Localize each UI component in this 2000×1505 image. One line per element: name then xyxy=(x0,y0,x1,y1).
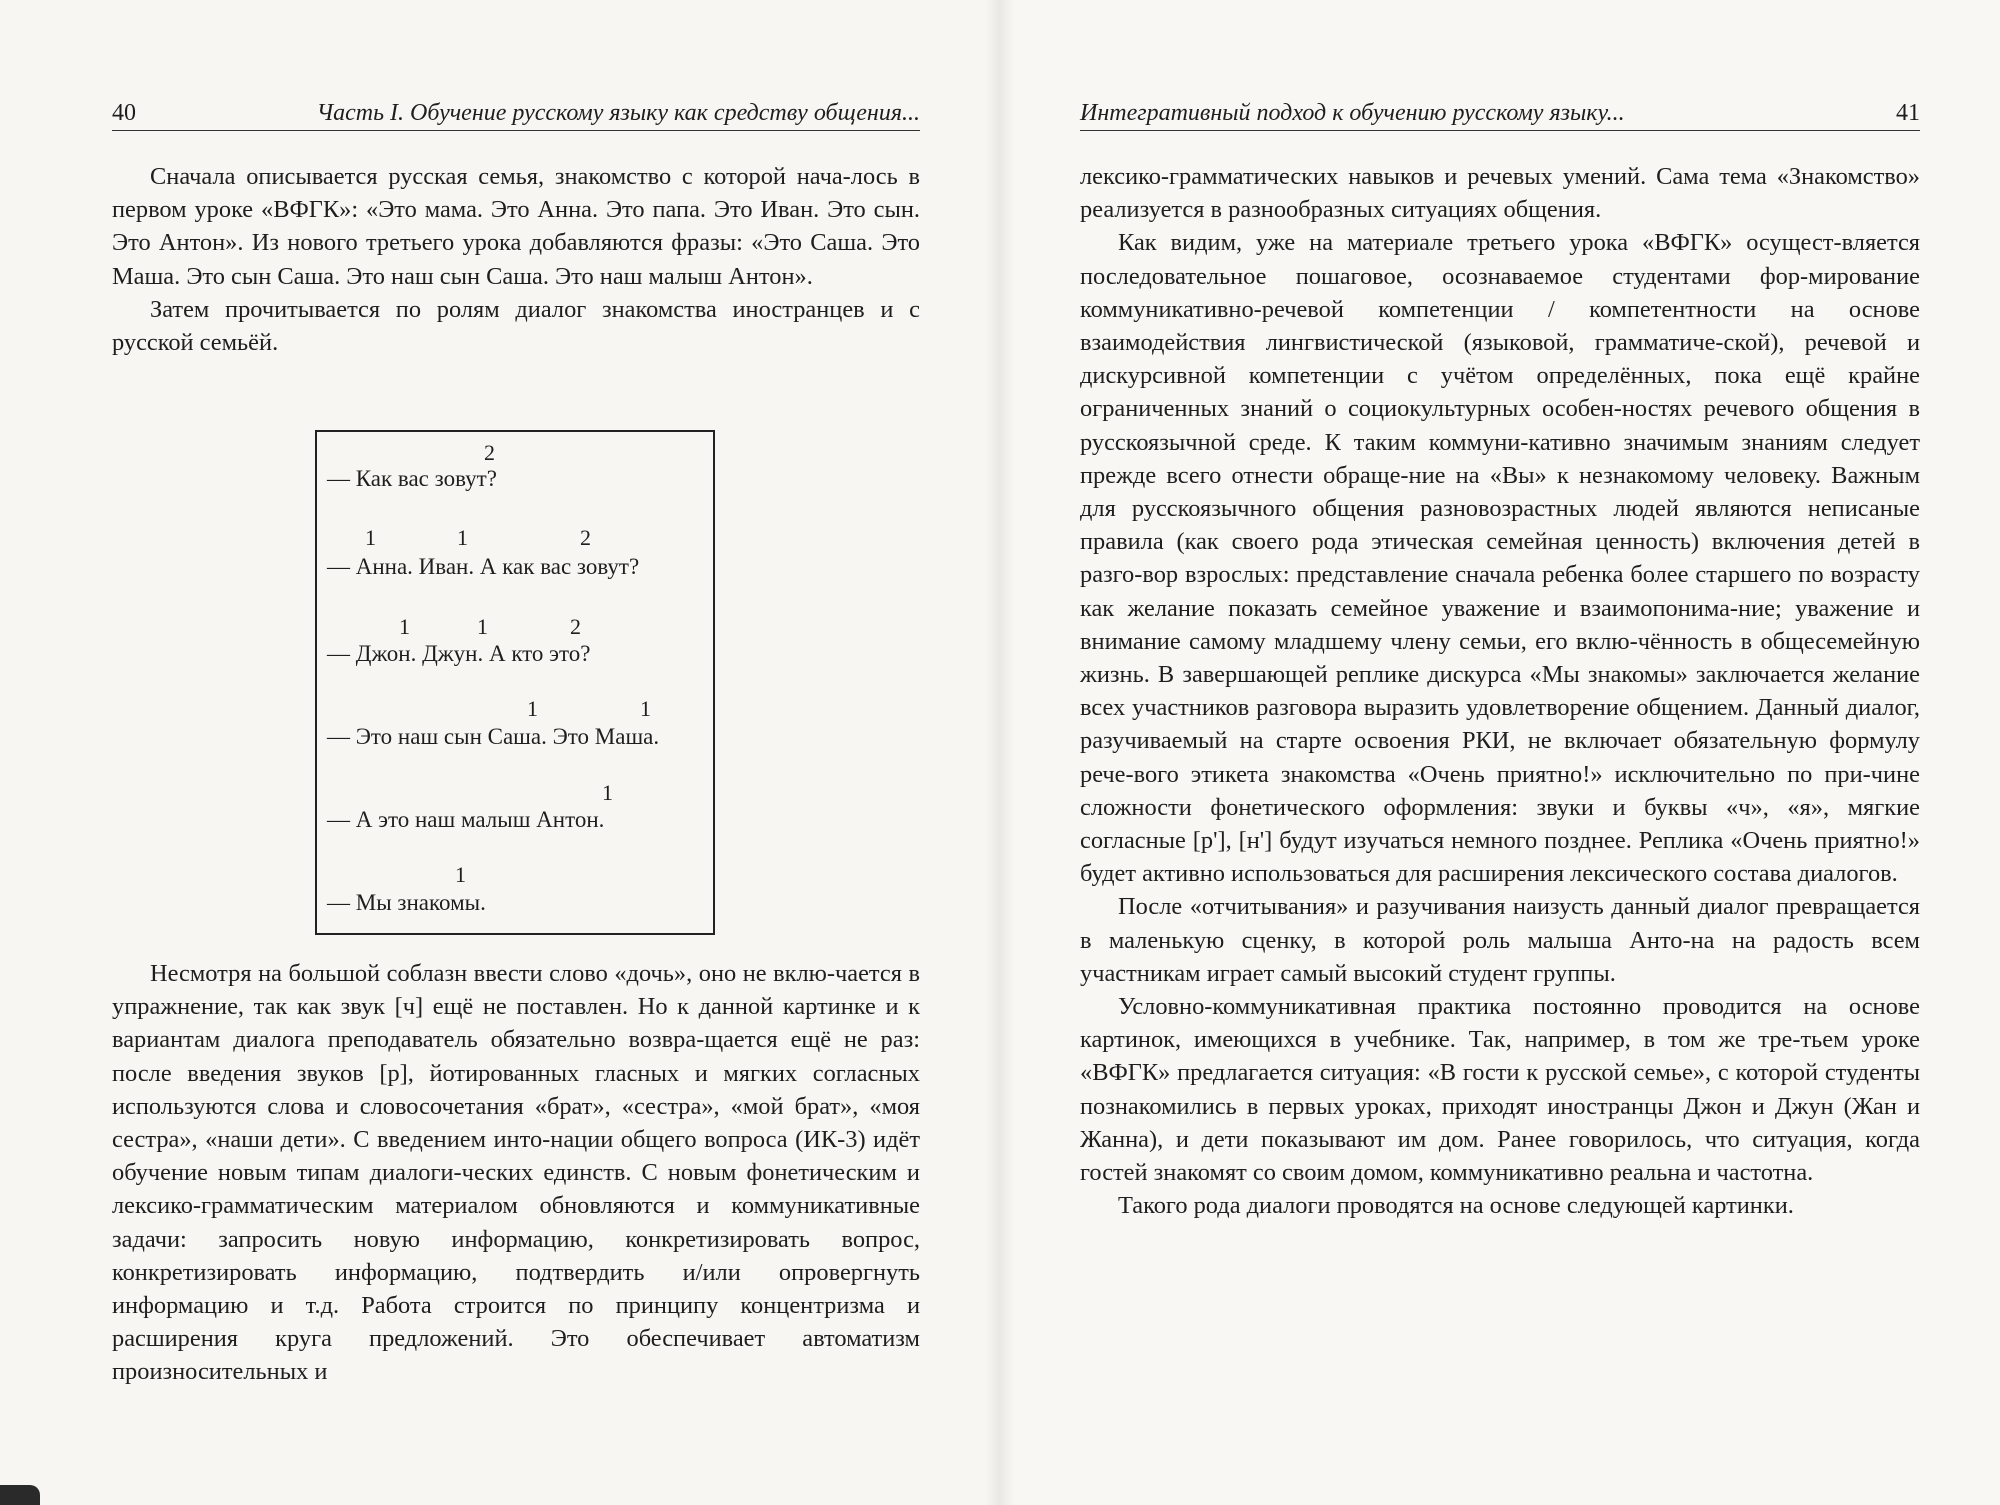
paragraph: После «отчитывания» и разучивания наизусть данный диалог превращается в маленькую сценку, в которой роль малыша Анто-на на радость всем участникам играет самый высокий студент группы. xyxy=(1080,893,1920,987)
dialog-line: — Анна. Иван. А как вас зовут? xyxy=(327,554,640,579)
paragraph: Несмотря на большой соблазн ввести слово «дочь», оно не вклю-чается в упражнение, так как звук [ч] ещё не поставлен. Но к данной картинке и к вариантам диалога преподаватель обязательно возвра-щается ещё не раз: после введения звуков [р], йотированных гласных и мягких согласных используются слова и словосочетания «брат», «сестра», «мой брат», «моя сестра», «наши дети». С введением инто-нации общего вопроса (ИК-3) идёт обучение новым типам диалоги-ческих единств. С новым фонетическим и лексико-грамматическим материалом обновляются и коммуникативные задачи: запросить новую информацию, конкретизировать вопрос, конкретизировать информацию, подтвердить и/или опровергнуть информацию и т.д. Работа строится по принципу концентризма и расширения круга предложений. Это обеспечивает автоматизм произносительных и xyxy=(112,960,920,1386)
continuation-paragraph: лексико-грамматических навыков и речевых умений. Сама тема «Знакомство» реализуется в разнообразных ситуациях общения. xyxy=(1080,163,1920,224)
paragraph: Затем прочитывается по ролям диалог знакомства иностранцев и с русской семьёй. xyxy=(112,295,920,357)
dialog-line: — Джон. Джун. А кто это? xyxy=(327,641,591,666)
intonation-mark: 2 xyxy=(580,525,591,550)
intonation-mark: 1 xyxy=(527,696,538,721)
left-page-number: 40 xyxy=(112,100,136,126)
intonation-mark: 1 xyxy=(477,614,488,639)
dialog-line: — Это наш сын Саша. Это Маша. xyxy=(327,724,660,749)
book-gutter xyxy=(985,0,1015,1505)
dialog-line: — Как вас зовут? xyxy=(327,466,497,491)
intonation-mark: 1 xyxy=(365,525,376,550)
intonation-mark: 1 xyxy=(602,780,613,805)
paragraph: Сначала описывается русская семья, знакомство с которой нача-лось в первом уроке «ВФГК»: «Это мама. Это Анна. Это папа. Это Иван. Это сын. Это Антон». Из нового третьего урока добавляются фразы: «Это Саша. Это Маша. Это сын Саша. Это наш сын Саша. Это наш малыш Антон». xyxy=(112,163,920,290)
intonation-mark: 1 xyxy=(457,525,468,550)
intonation-mark: 2 xyxy=(570,614,581,639)
left-bottom-text xyxy=(112,957,920,1389)
paragraph: Условно-коммуникативная практика постоянно проводится на основе картинок, имеющихся в учебнике. Так, например, в том же тре-тьем уроке «ВФГК» предлагается ситуация: «В гости к русской семье», с которой студенты познакомились в первых уроках, приходят иностранцы Джон и Джун (Жан и Жанна), и дети показывают им дом. Ранее говорилось, что ситуация, когда гостей знакомят со своим домом, коммуникативно реальна и частотна. xyxy=(1080,993,1920,1187)
intonation-mark: 1 xyxy=(640,696,651,721)
paragraph: Как видим, уже на материале третьего урока «ВФГК» осущест-вляется последовательное пошаговое, осознаваемое студентами фор-мирование коммуникативно-речевой компетенции / компетентности на основе взаимодействия лингвистической (языковой, грамматиче-ской), речевой и дискурсивной компетенции с учётом определённых, пока ещё крайне ограниченных знаний о социокультурных особен-ностях речевого общения в русскоязычной среде. К таким коммуни-кативно значимым знаниям следует прежде всего отнести обраще-ние на «Вы» к незнакомому человеку. Важным для русскоязычного общения разновозрастных людей являются неписаные правила (как своего рода этическая семейная ценность) включения детей в разго-вор взрослых: представление сначала ребенка более старшего по возрасту как желание показать семейное уважение и взаимопонима-ние; уважение и внимание самому младшему члену семьи, его вклю-чённость в общесемейную жизнь. В завершающей реплике дискурса «Мы знакомы» заключается желание всех участников разговора выразить удовлетворение общением. Данный диалог, разучиваемый на старте освоения РКИ, не включает обязательную формулу рече-вого этикета знакомства «Очень приятно!» исключительно по при-чине сложности фонетического оформления: звуки и буквы «ч», «я», мягкие согласные [р'], [н'] будут изучаться немного позднее. Реплика «Очень приятно!» будет активно использоваться для расширения лексического состава диалогов. xyxy=(1080,229,1920,888)
intonation-mark: 1 xyxy=(399,614,410,639)
intonation-mark: 2 xyxy=(484,440,495,465)
right-running-head-title: Интегративный подход к обучению русскому языку... xyxy=(1080,100,1625,126)
scan-edge-shadow xyxy=(0,1485,40,1505)
right-header-rule xyxy=(1080,130,1920,131)
dialog-line: — Мы знакомы. xyxy=(327,890,486,915)
left-header-rule xyxy=(112,130,920,131)
left-top-text xyxy=(112,160,920,359)
right-page-number: 41 xyxy=(1896,100,1920,126)
dialog-line: — А это наш малыш Антон. xyxy=(327,807,605,832)
left-running-head-title: Часть I. Обучение русскому языку как средству общения... xyxy=(316,100,920,126)
dialog-box xyxy=(315,430,715,935)
right-text xyxy=(1080,160,1920,1223)
right-page xyxy=(1000,0,2000,1505)
paragraph: Такого рода диалоги проводятся на основе следующей картинки. xyxy=(1118,1192,1794,1220)
intonation-mark: 1 xyxy=(455,862,466,887)
